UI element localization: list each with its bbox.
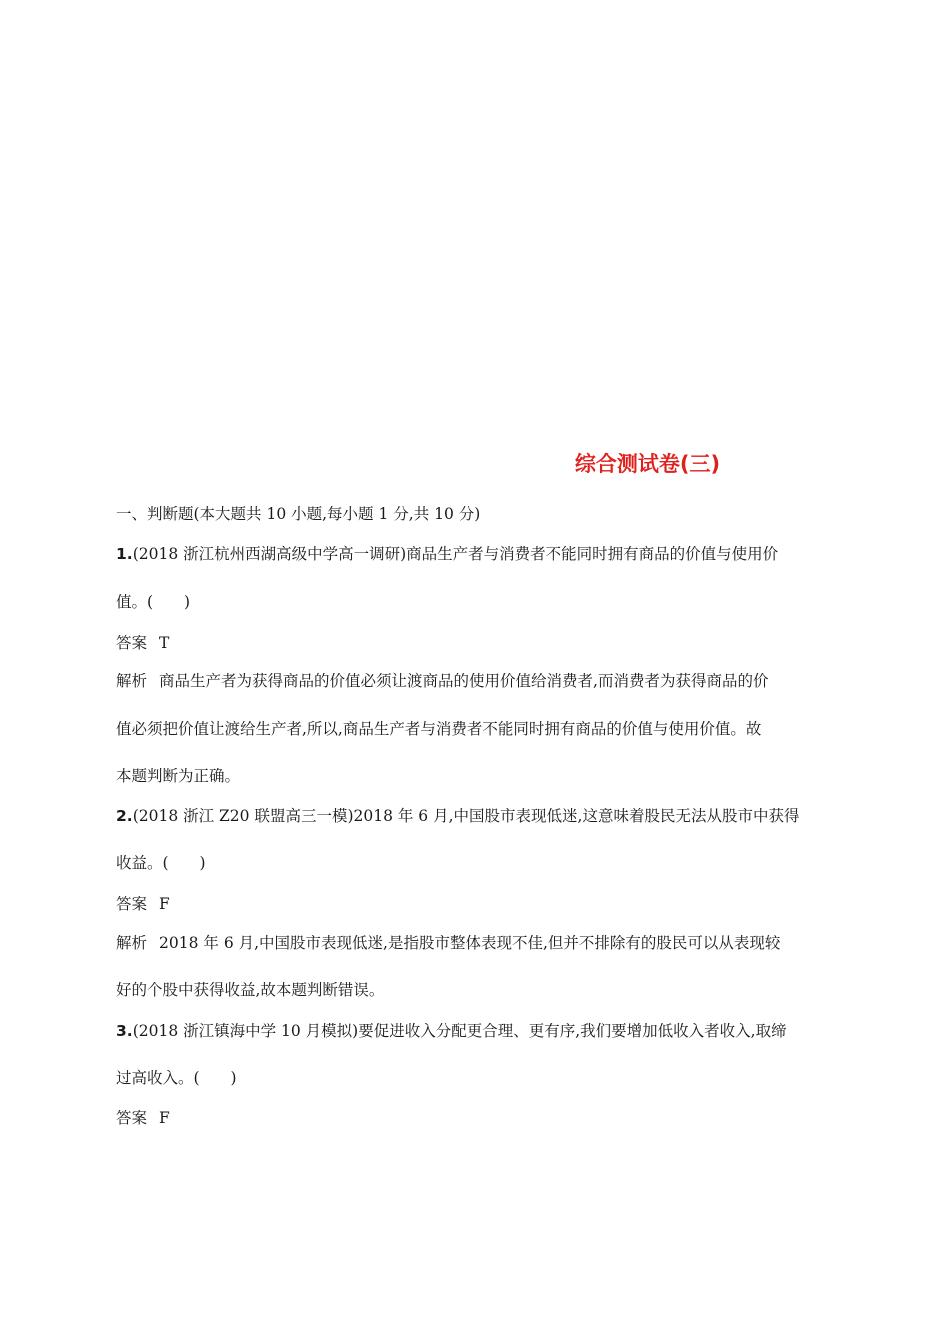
question-1-analysis-line-2: 值必须把价值让渡给生产者,所以,商品生产者与消费者不能同时拥有商品的价值与使用价值。故 bbox=[116, 720, 762, 738]
question-1-analysis-line-1 bbox=[116, 670, 836, 692]
question-2-number: 2. bbox=[116, 807, 133, 825]
analysis-label: 解析 bbox=[116, 934, 148, 952]
analysis-text: 2018 年 6 月,中国股市表现低迷,是指股市整体表现不佳,但并不排除有的股民可以从表现较 bbox=[159, 934, 781, 952]
question-1-stem-line-1 bbox=[116, 543, 836, 565]
question-1-number: 1. bbox=[116, 545, 133, 563]
answer-label: 答案 bbox=[116, 634, 148, 652]
question-2-analysis-line-1 bbox=[116, 932, 836, 954]
question-2-analysis-line-2: 好的个股中获得收益,故本题判断错误。 bbox=[116, 981, 385, 999]
question-2-answer bbox=[116, 893, 836, 915]
analysis-text: 商品生产者为获得商品的价值必须让渡商品的使用价值给消费者,而消费者为获得商品的价 bbox=[159, 672, 769, 690]
question-3-number: 3. bbox=[116, 1022, 133, 1040]
question-2-stem-line-2: 收益。( ) bbox=[116, 854, 206, 872]
question-3-stem-text: (2018 浙江镇海中学 10 月模拟)要促进收入分配更合理、更有序,我们要增加低收入者收入,取缔 bbox=[132, 1022, 787, 1040]
question-2-stem-text: (2018 浙江 Z20 联盟高三一模)2018 年 6 月,中国股市表现低迷,这意味着股民无法从股市中获得 bbox=[132, 807, 800, 825]
answer-label: 答案 bbox=[116, 895, 148, 913]
question-1-analysis-line-3: 本题判断为正确。 bbox=[116, 767, 241, 785]
page-title: 综合测试卷(三) bbox=[574, 452, 721, 476]
question-3-stem-line-1 bbox=[116, 1020, 836, 1042]
question-3-stem-line-2: 过高收入。( ) bbox=[116, 1069, 237, 1087]
analysis-label: 解析 bbox=[116, 672, 148, 690]
answer-value: F bbox=[159, 895, 170, 913]
answer-value: T bbox=[159, 634, 170, 652]
answer-label: 答案 bbox=[116, 1109, 148, 1127]
question-1-stem-line-2: 值。( ) bbox=[116, 593, 191, 611]
question-3-answer bbox=[116, 1107, 836, 1129]
question-1-answer bbox=[116, 632, 836, 654]
answer-value: F bbox=[159, 1109, 170, 1127]
question-2-stem-line-1 bbox=[116, 805, 836, 827]
section-heading: 一、判断题(本大题共 10 小题,每小题 1 分,共 10 分) bbox=[116, 505, 481, 523]
question-1-stem-text: (2018 浙江杭州西湖高级中学高一调研)商品生产者与消费者不能同时拥有商品的价值与使用价 bbox=[132, 545, 779, 563]
